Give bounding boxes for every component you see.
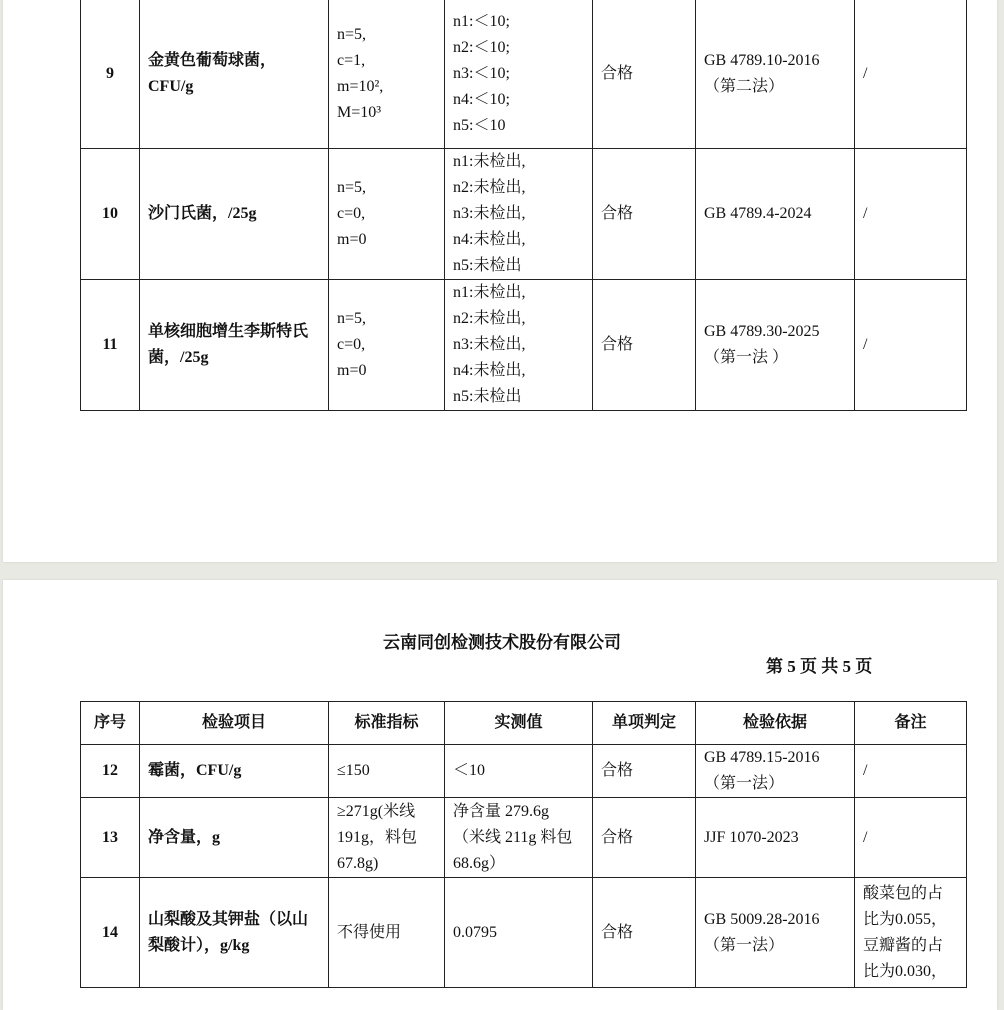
inspection-item: 净含量，g	[140, 798, 329, 878]
standard-value-line: m=10²,	[337, 77, 384, 95]
measured-value-line: n5:未检出	[453, 257, 522, 274]
measured-value-line: n3:未检出,	[453, 336, 526, 353]
test-basis-line: GB 4789.30-2025	[704, 323, 820, 340]
measured-value-line: n1:未检出,	[453, 284, 526, 301]
row-number: 13	[81, 798, 140, 878]
measured-value	[445, 745, 593, 798]
test-basis-line: （第一法）	[704, 775, 785, 792]
inspection-item: 沙门氏菌，/25g	[140, 149, 329, 280]
measured-value	[445, 878, 593, 988]
measured-value-line: 0.0795	[453, 923, 497, 941]
standard-value	[329, 745, 445, 798]
remark: /	[855, 798, 967, 878]
standard-value-line: c=0,	[337, 205, 366, 222]
measured-value-line: n4:未检出,	[453, 362, 526, 379]
results-table-continued	[80, 0, 967, 411]
page-number: 第 5 页 共 5 页	[766, 657, 873, 676]
measured-value-line: n4:未检出,	[453, 231, 526, 248]
row-number: 11	[81, 280, 140, 411]
row-number: 14	[81, 878, 140, 988]
judgement: 合格	[593, 745, 696, 798]
test-basis-line: GB 4789.4-2024	[704, 205, 812, 222]
measured-value-line: n2:未检出,	[453, 310, 526, 327]
measured-value	[445, 0, 593, 149]
standard-value-line: ≥271g(米线	[337, 802, 416, 820]
standard-value-line: 191g，料包	[337, 828, 418, 846]
measured-value-line: n4:＜10;	[453, 90, 510, 108]
remark: /	[855, 149, 967, 280]
measured-value-line: n3:＜10;	[453, 64, 510, 82]
judgement: 合格	[593, 0, 696, 149]
measured-value-line: n2:＜10;	[453, 38, 510, 56]
test-basis	[696, 149, 855, 280]
measured-value	[445, 798, 593, 878]
measured-value	[445, 149, 593, 280]
header-item: 检验项目	[140, 702, 329, 745]
standard-value	[329, 280, 445, 411]
remark: /	[855, 0, 967, 149]
header-measured: 实测值	[445, 702, 593, 745]
table-row	[81, 280, 967, 411]
table-row	[81, 149, 967, 280]
standard-value-line: m=0	[337, 231, 367, 248]
company-name: 云南同创检测技术股份有限公司	[383, 633, 621, 652]
header-judgement: 单项判定	[593, 702, 696, 745]
measured-value-line: 68.6g）	[453, 854, 506, 872]
measured-value	[445, 280, 593, 411]
header-standard: 标准指标	[329, 702, 445, 745]
inspection-item: 山梨酸及其钾盐（以山梨酸计），g/kg	[140, 878, 329, 988]
measured-value-line: n1:未检出,	[453, 153, 526, 170]
judgement: 合格	[593, 280, 696, 411]
standard-value-line: M=10³	[337, 103, 382, 121]
test-basis-line: （第一法 ）	[704, 349, 789, 366]
measured-value-line: n5:未检出	[453, 388, 522, 405]
measured-value-line: n5:＜10	[453, 116, 506, 134]
inspection-item: 单核细胞增生李斯特氏菌，/25g	[140, 280, 329, 411]
table-row	[81, 798, 967, 878]
header-no: 序号	[81, 702, 140, 745]
remark: /	[855, 745, 967, 798]
standard-value	[329, 798, 445, 878]
judgement: 合格	[593, 149, 696, 280]
table-header-row	[81, 702, 967, 745]
test-basis-line: GB 4789.15-2016	[704, 749, 820, 766]
table-row	[81, 878, 967, 988]
test-basis-line: （第一法）	[704, 936, 785, 954]
test-basis	[696, 745, 855, 798]
judgement: 合格	[593, 878, 696, 988]
inspection-item: 霉菌，CFU/g	[140, 745, 329, 798]
standard-value-line: n=5,	[337, 310, 367, 327]
test-basis-line: GB 4789.10-2016	[704, 51, 820, 69]
row-number: 12	[81, 745, 140, 798]
standard-value-line: ≤150	[337, 762, 370, 779]
measured-value-line: n1:＜10;	[453, 12, 510, 30]
inspection-item: 金黄色葡萄球菌，CFU/g	[140, 0, 329, 149]
standard-value	[329, 878, 445, 988]
test-basis-line: GB 5009.28-2016	[704, 910, 820, 928]
test-basis	[696, 280, 855, 411]
standard-value-line: 不得使用	[337, 923, 402, 941]
remark: 酸菜包的占比为0.055，豆瓣酱的占比为0.030，	[855, 878, 967, 988]
header-remark: 备注	[855, 702, 967, 745]
test-basis-line: JJF 1070-2023	[704, 828, 799, 846]
judgement: 合格	[593, 798, 696, 878]
standard-value-line: n=5,	[337, 179, 367, 196]
standard-value	[329, 0, 445, 149]
standard-value-line: m=0	[337, 362, 367, 379]
table-row	[81, 745, 967, 798]
standard-value	[329, 149, 445, 280]
row-number: 10	[81, 149, 140, 280]
test-basis	[696, 878, 855, 988]
row-number: 9	[81, 0, 140, 149]
measured-value-line: n2:未检出,	[453, 179, 526, 196]
table-row	[81, 0, 967, 149]
test-basis-line: （第二法）	[704, 77, 785, 95]
measured-value-line: ＜10	[453, 762, 486, 779]
standard-value-line: c=0,	[337, 336, 366, 353]
standard-value-line: c=1,	[337, 51, 366, 69]
standard-value-line: 67.8g)	[337, 854, 379, 872]
standard-value-line: n=5,	[337, 25, 367, 43]
remark: /	[855, 280, 967, 411]
test-basis	[696, 798, 855, 878]
results-table	[80, 701, 967, 988]
measured-value-line: n3:未检出,	[453, 205, 526, 222]
measured-value-line: （米线 211g 料包	[453, 828, 573, 846]
measured-value-line: 净含量 279.6g	[453, 802, 550, 820]
header-basis: 检验依据	[696, 702, 855, 745]
test-basis	[696, 0, 855, 149]
